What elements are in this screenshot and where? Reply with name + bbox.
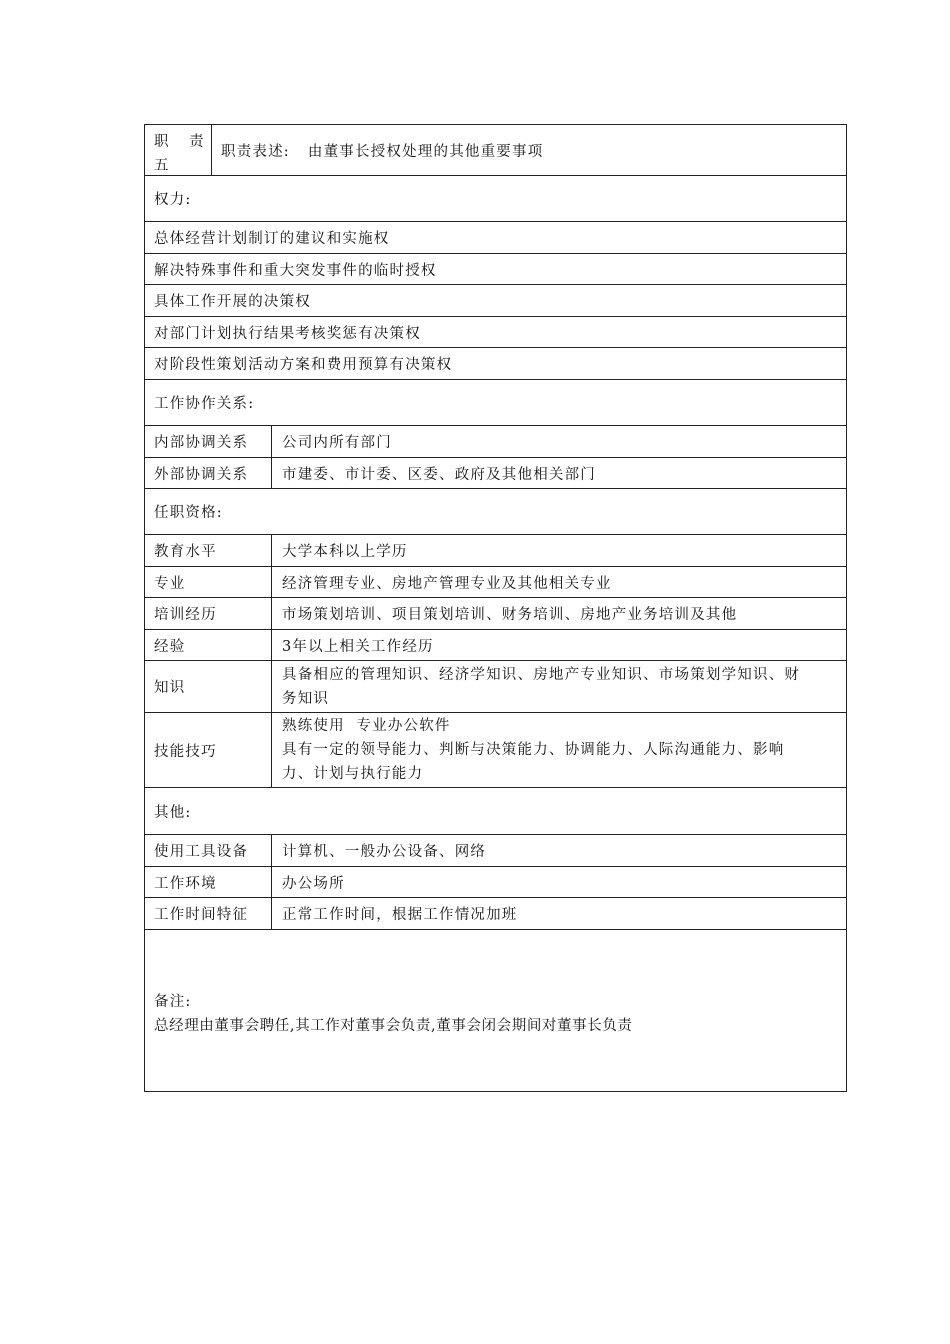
- power-item-text: 对部门计划执行结果考核奖惩有决策权: [154, 325, 421, 342]
- remarks-row: [145, 930, 846, 1091]
- other-label: 工作环境: [145, 867, 272, 897]
- power-item: [145, 222, 846, 254]
- remarks-label: 备注:: [154, 994, 192, 1010]
- qualification-line: 具有一定的领导能力、判断与决策能力、协调能力、人际沟通能力、影响: [282, 742, 785, 758]
- other-value: 计算机、一般办公设备、网络: [282, 844, 487, 860]
- qualification-label: 知识: [145, 661, 272, 712]
- duty-label-cell: [145, 125, 212, 175]
- power-item-text: 对阶段性策划活动方案和费用预算有决策权: [154, 357, 453, 373]
- other-value: 办公场所: [282, 875, 345, 892]
- power-item: [145, 285, 846, 317]
- qualification-label: 专业: [145, 567, 272, 597]
- relation-label: 内部协调关系: [145, 426, 272, 457]
- other-value: 正常工作时间，根据工作情况加班: [282, 907, 518, 923]
- qualification-line: 务知识: [282, 691, 330, 707]
- power-item: [145, 348, 846, 380]
- other-row: [145, 835, 846, 867]
- power-item-text: 解决特殊事件和重大突发事件的临时授权: [154, 262, 437, 279]
- qualification-row: [145, 713, 846, 788]
- qualification-label: 技能技巧: [145, 713, 272, 787]
- other-label: 使用工具设备: [145, 835, 272, 866]
- relation-row: [145, 458, 846, 489]
- qualification-line: 熟练使用 专业办公软件: [282, 718, 451, 734]
- power-item: [145, 254, 846, 285]
- qualification-value: [272, 661, 846, 712]
- qualification-row: [145, 598, 846, 630]
- qualification-line: 力、计划与执行能力: [282, 766, 424, 782]
- other-header: 其他:: [154, 804, 192, 821]
- duty-row: [145, 125, 846, 176]
- other-row: [145, 898, 846, 930]
- relation-value: 公司内所有部门: [282, 435, 392, 451]
- qualification-row: [145, 535, 846, 567]
- job-description-table: [144, 124, 847, 1092]
- remarks-block: [154, 990, 633, 1038]
- duty-label-char-3: 五: [154, 158, 170, 174]
- relation-value: 市建委、市计委、区委、政府及其他相关部门: [282, 466, 596, 483]
- power-item-text: 具体工作开展的决策权: [154, 294, 311, 310]
- qualification-line: 具备相应的管理知识、经济学知识、房地产专业知识、市场策划学知识、财: [282, 667, 801, 683]
- duty-label-char-1: 职: [154, 134, 170, 150]
- duty-label-char-2: 责: [189, 134, 205, 150]
- other-row: [145, 867, 846, 898]
- qualification-value: 大学本科以上学历: [282, 544, 408, 560]
- qualification-value: [272, 713, 846, 787]
- qualification-label: 教育水平: [145, 535, 272, 566]
- remarks-text: 总经理由董事会聘任,其工作对董事会负责,董事会闭会期间对董事长负责: [154, 1018, 633, 1034]
- relation-label: 外部协调关系: [145, 458, 272, 488]
- qualification-value: 市场策划培训、项目策划培训、财务培训、房地产业务培训及其他: [282, 607, 738, 623]
- power-item: [145, 317, 846, 348]
- qualification-value: 经济管理专业、房地产管理专业及其他相关专业: [282, 575, 612, 592]
- relations-header: 工作协作关系:: [154, 396, 255, 412]
- qualification-value: 3年以上相关工作经历: [282, 638, 434, 655]
- duty-value-cell: [212, 125, 846, 175]
- duty-description: 由董事长授权处理的其他重要事项: [307, 143, 544, 160]
- powers-header: 权力:: [154, 192, 192, 208]
- qualification-row: [145, 630, 846, 661]
- qualifications-header: 任职资格:: [154, 505, 223, 521]
- qualification-row: [145, 661, 846, 713]
- other-label: 工作时间特征: [145, 898, 272, 929]
- power-item-text: 总体经营计划制订的建议和实施权: [154, 231, 390, 247]
- powers-header-row: [145, 176, 846, 222]
- qualification-label: 培训经历: [145, 598, 272, 629]
- other-header-row: [145, 788, 846, 835]
- relations-header-row: [145, 380, 846, 426]
- duty-title: 职责表述:: [221, 143, 290, 160]
- qualifications-header-row: [145, 489, 846, 535]
- relation-row: [145, 426, 846, 458]
- qualification-label: 经验: [145, 630, 272, 660]
- qualification-row: [145, 567, 846, 598]
